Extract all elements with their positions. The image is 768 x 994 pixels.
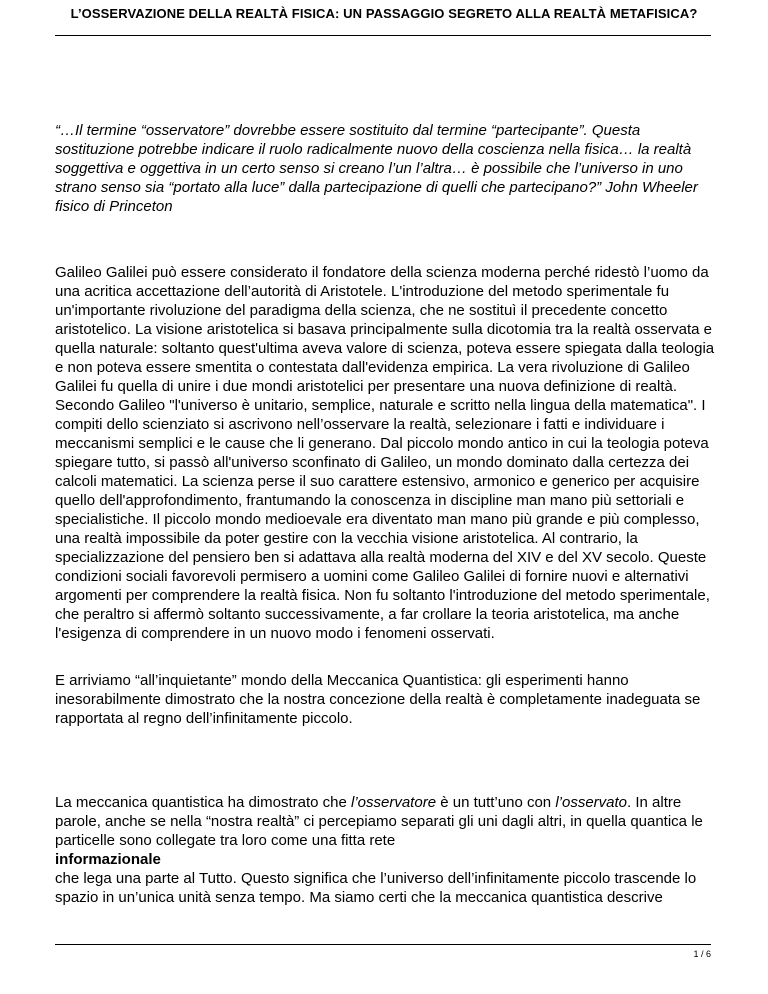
- bold-term: informazionale: [55, 851, 161, 868]
- footer-divider: [55, 944, 711, 945]
- header-divider: [55, 35, 711, 36]
- text-run: che lega una parte al Tutto. Questo significa che l’universo dell’infinitamente piccolo trascende lo spazio in un’unica unità senza tempo. Ma siamo certi che la meccanica quantistica descrive: [55, 870, 697, 906]
- page-number: 1 / 6: [693, 949, 711, 959]
- emphasis-observed: l’osservato: [555, 794, 628, 811]
- page-header-title: L’OSSERVAZIONE DELLA REALTÀ FISICA: UN PASSAGGIO SEGRETO ALLA REALTÀ METAFISICA?: [70, 6, 698, 21]
- paragraph-text: E arriviamo “all’inquietante” mondo della Meccanica Quantistica: gli esperimenti hanno inesorabilmente dimostrato che la nostra concezione della realtà è completamente inadeguata se rapportata al regno dell’infinitamente piccolo.: [55, 672, 701, 727]
- paragraph-observer: [55, 793, 715, 907]
- quote-text: “…Il termine “osservatore” dovrebbe essere sostituito dal termine “partecipante”. Questa sostituzione potrebbe indicare il ruolo radicalmente nuovo della coscienza nella fisica… la realtà soggettiva e oggettiva in un certo senso si creano l’un l’altra… è possibile che l’universo in uno strano senso sia “portato alla luce” dalla partecipazione di quelli che partecipano?” John Wheeler fisico di Princeton: [55, 122, 698, 215]
- paragraph-text: Galileo Galilei può essere considerato il fondatore della scienza moderna perché ridestò l’uomo da una acritica accettazione dell’autorità di Aristotele. L'introduzione del metodo sperimentale fu un'importante rivoluzione del paradigma della scienza, che ne sostituì il precedente concetto aristotelico. La visione aristotelica si basava principalmente sulla dicotomia tra la realtà osservata e quella naturale: soltanto quest'ultima aveva valore di scienza, poteva essere spiegata dalla teologia e non poteva essere smentita o contestata dall'evidenza empirica. La vera rivoluzione di Galileo Galilei fu quella di unire i due mondi aristotelici per presentare una nuova definizione di realtà. Secondo Galileo "l'universo è unitario, semplice, naturale e scritto nella lingua della matematica". I compiti dello scienziato si ascrivono nell’osservare la realtà, selezionare i fatti e individuare i meccanismi semplici e le cause che li generano. Dal piccolo mondo antico in cui la teologia poteva spiegare tutto, si passò all'universo sconfinato di Galileo, un mondo dominato dalla certezza dei calcoli matematici. La scienza perse il suo carattere estensivo, armonico e generico per acquisire quello dell'approfondimento, frantumando la conoscenza in discipline man mano più settoriali e specialistiche. Il piccolo mondo medioevale era diventato man mano più grande e più complesso, una realtà impossibile da poter gestire con la vecchia visione aristotelica. Al contrario, la specializzazione del pensiero ben si adattava alla realtà moderna del XIV e del XV secolo. Queste condizioni sociali favorevoli permisero a uomini come Galileo Galilei di fornire nuovi e alternativi argomenti per comprendere la realtà fisica. Non fu soltanto l'introduzione del metodo sperimentale, che peraltro si affermò soltanto successivamente, a far crollare la teoria aristotelica, ma anche l'esigenza di comprendere in un nuovo modo i fenomeni osservati.: [55, 264, 715, 642]
- text-run: La meccanica quantistica ha dimostrato che: [55, 794, 351, 811]
- paragraph-quantum-intro: [55, 671, 715, 728]
- epigraph-quote: [55, 121, 715, 216]
- text-run: . In altre parole, anche se nella “nostra realtà” ci percepiamo separati gli uni dagli altri, in quella quantica le particelle sono collegate tra loro come una fitta rete: [55, 794, 703, 849]
- paragraph-galileo: [55, 263, 715, 643]
- paragraph-text: [55, 793, 715, 907]
- emphasis-observer: l’osservatore: [351, 794, 437, 811]
- text-run: è un tutt’uno con: [436, 794, 556, 811]
